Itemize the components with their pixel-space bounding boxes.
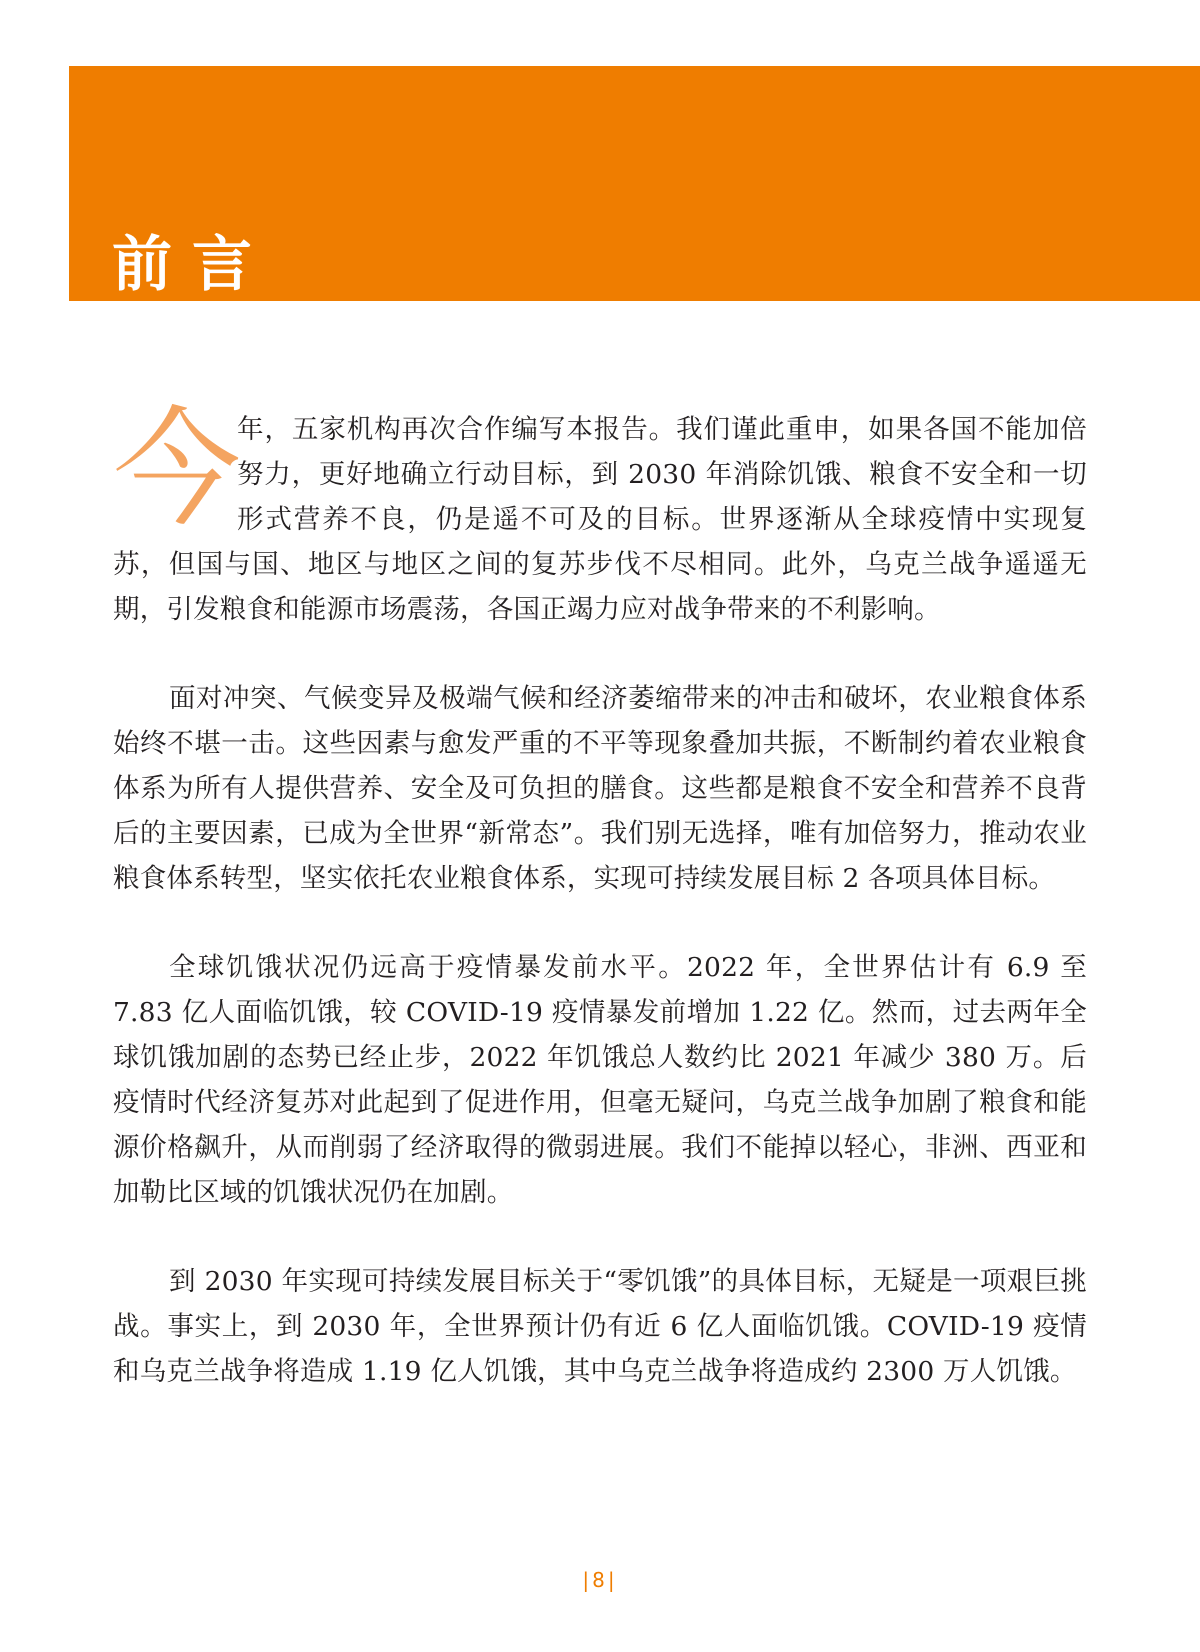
paragraph-1-text: 年，五家机构再次合作编写本报告。我们谨此重申，如果各国不能加倍努力，更好地确立行动目标，到 2030 年消除饥饿、粮食不安全和一切形式营养不良，仍是遥不可及的目标。世界逐渐从全球疫情中实现复苏，但国与国、地区与地区之间的复苏步伐不尽相同。此外，乌克兰战争遥遥无期，引发粮食和能源市场震荡，各国正竭力应对战争带来的不利影响。 xyxy=(113,414,1087,625)
paragraph-1 xyxy=(113,395,1087,632)
header-band xyxy=(69,66,1200,301)
page-number: |8| xyxy=(582,1568,618,1592)
paragraph-3: 全球饥饿状况仍远高于疫情暴发前水平。2022 年，全世界估计有 6.9 至 7.83 亿人面临饥饿，较 COVID-19 疫情暴发前增加 1.22 亿。然而，过去两年全球饥饿加剧的态势已经止步，2022 年饥饿总人数约比 2021 年减少 380 万。后疫情时代经济复苏对此起到了促进作用，但毫无疑问，乌克兰战争加剧了粮食和能源价格飙升，从而削弱了经济取得的微弱进展。我们不能掉以轻心，非洲、西亚和加勒比区域的饥饿状况仍在加剧。 xyxy=(113,952,1087,1208)
drop-cap: 今 xyxy=(113,395,242,544)
body-text xyxy=(113,395,1087,1438)
paragraph-4: 到 2030 年实现可持续发展目标关于“零饥饿”的具体目标，无疑是一项艰巨挑战。事实上，到 2030 年，全世界预计仍有近 6 亿人面临饥饿。COVID-19 疫情和乌克兰战争将造成 1.19 亿人饥饿，其中乌克兰战争将造成约 2300 万人饥饿。 xyxy=(113,1266,1087,1387)
page-title: 前言 xyxy=(112,230,272,300)
paragraph-2: 面对冲突、气候变异及极端气候和经济萎缩带来的冲击和破坏，农业粮食体系始终不堪一击。这些因素与愈发严重的不平等现象叠加共振，不断制约着农业粮食体系为所有人提供营养、安全及可负担的膳食。这些都是粮食不安全和营养不良背后的主要因素，已成为全世界“新常态”。我们别无选择，唯有加倍努力，推动农业粮食体系转型，坚实依托农业粮食体系，实现可持续发展目标 2 各项具体目标。 xyxy=(113,683,1087,894)
